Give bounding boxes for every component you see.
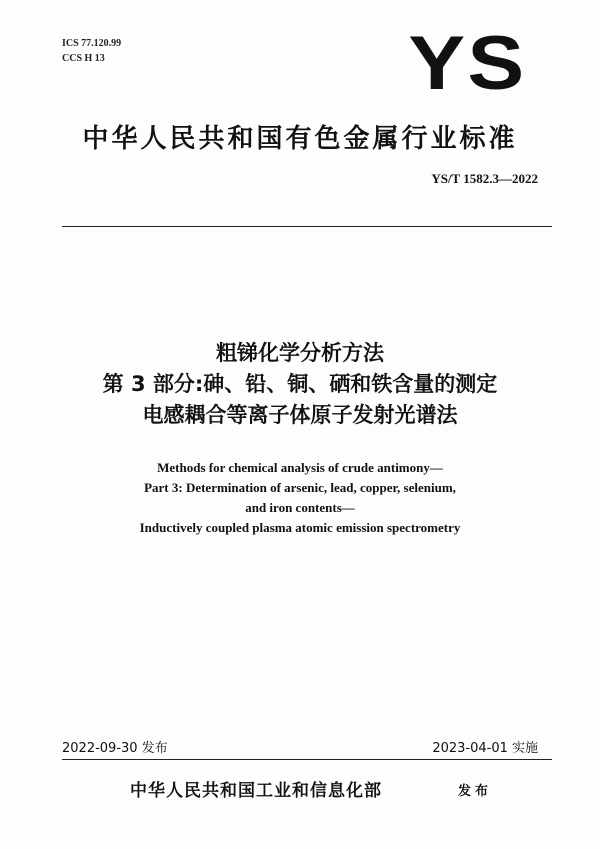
ics-code: ICS 77.120.99 — [62, 38, 122, 49]
chinese-title — [0, 338, 600, 431]
english-title-line-2: Part 3: Determination of arsenic, lead, copper, selenium, — [144, 480, 456, 495]
english-title — [0, 458, 600, 538]
ccs-code: CCS H 13 — [62, 53, 105, 64]
publish-label: 发布 — [458, 784, 493, 799]
english-title-line-1: Methods for chemical analysis of crude antimony— — [157, 460, 443, 475]
top-divider — [62, 226, 552, 227]
chinese-title-line-2: 第 3 部分:砷、铅、铜、硒和铁含量的测定 — [102, 372, 498, 396]
classification-codes — [62, 36, 121, 66]
implementation-date: 2023-04-01 实施 — [432, 741, 538, 756]
english-title-line-3: and iron contents— — [245, 500, 355, 515]
publisher-name: 中华人民共和国工业和信息化部 — [130, 781, 382, 801]
standard-number: YS/T 1582.3—2022 — [431, 171, 538, 186]
bottom-divider — [62, 759, 552, 760]
chinese-title-line-1: 粗锑化学分析方法 — [216, 341, 384, 365]
organization-title: 中华人民共和国有色金属行业标准 — [82, 124, 518, 154]
ys-logo: YS — [407, 21, 526, 106]
english-title-line-4: Inductively coupled plasma atomic emission spectrometry — [139, 520, 461, 535]
issue-date: 2022-09-30 发布 — [62, 741, 168, 756]
chinese-title-line-3: 电感耦合等离子体原子发射光谱法 — [142, 403, 458, 427]
